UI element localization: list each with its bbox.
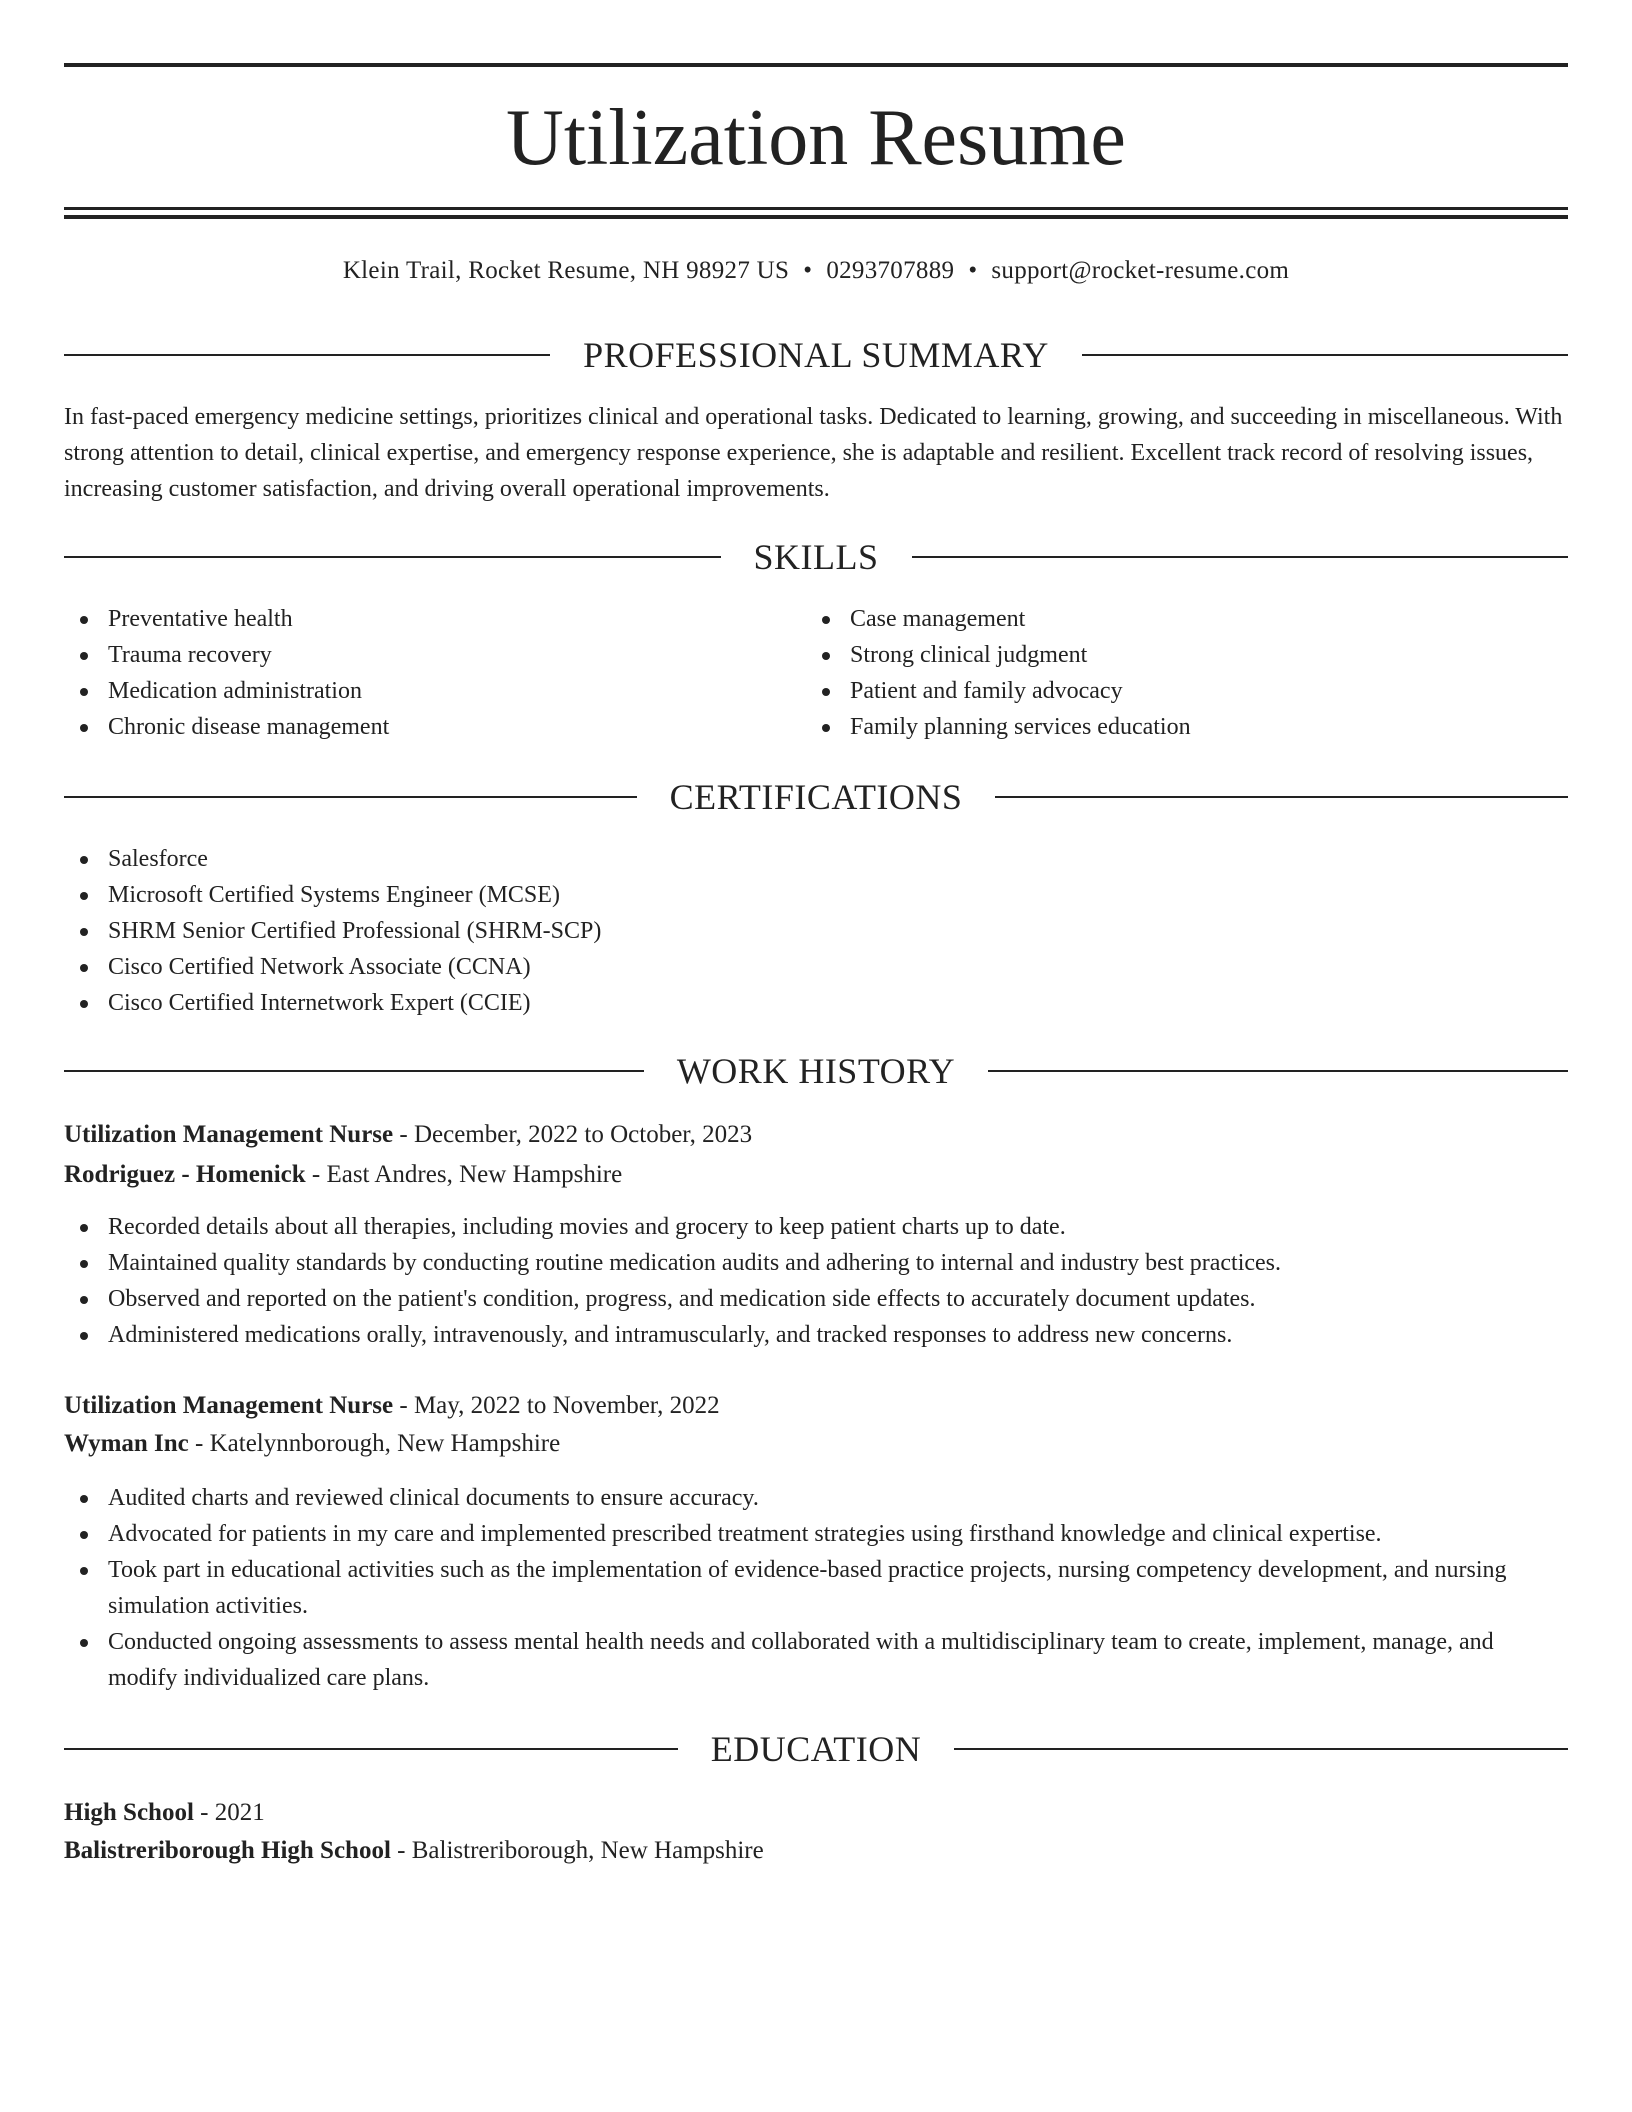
job-bullet: Conducted ongoing assessments to assess mental health needs and collaborated with a multidisciplinary team to create, implement, manage, and modify individualized care plans. xyxy=(64,1624,1568,1696)
job-location: - Katelynnborough, New Hampshire xyxy=(188,1430,561,1457)
work-history-heading-label: WORK HISTORY xyxy=(676,1051,956,1091)
skill-item: Trauma recovery xyxy=(64,637,804,673)
skill-item: Strong clinical judgment xyxy=(806,637,1546,673)
education-school-line xyxy=(64,1832,1568,1870)
job-bullet: Recorded details about all therapies, including movies and grocery to keep patient charts up to date. xyxy=(64,1209,1568,1245)
certification-item: Cisco Certified Internetwork Expert (CCIE) xyxy=(64,985,1568,1021)
heading-rule-right xyxy=(995,796,1568,798)
summary-heading xyxy=(64,333,1568,377)
certification-item: SHRM Senior Certified Professional (SHRM-SCP) xyxy=(64,913,1568,949)
job-location: - East Andres, New Hampshire xyxy=(305,1161,623,1188)
heading-rule-left xyxy=(64,556,721,558)
education-location: - Balistreriborough, New Hampshire xyxy=(390,1837,764,1864)
heading-rule-left xyxy=(64,1070,644,1072)
job-bullet: Audited charts and reviewed clinical documents to ensure accuracy. xyxy=(64,1480,1568,1516)
skill-item: Case management xyxy=(806,601,1546,637)
contact-address: Klein Trail, Rocket Resume, NH 98927 US xyxy=(342,257,790,284)
certifications-heading-label: CERTIFICATIONS xyxy=(669,777,963,817)
job-company: Wyman Inc xyxy=(64,1430,189,1457)
job-bullet: Observed and reported on the patient's condition, progress, and medication side effects to accurately document updates. xyxy=(64,1281,1568,1317)
job-dates: - May, 2022 to November, 2022 xyxy=(393,1392,720,1419)
skill-item: Family planning services education xyxy=(806,709,1546,745)
job-bullet: Administered medications orally, intravenously, and intramuscularly, and tracked responses to address new concerns. xyxy=(64,1317,1568,1353)
certifications-heading xyxy=(64,775,1568,819)
certifications-list xyxy=(64,841,1568,1021)
job-title: Utilization Management Nurse xyxy=(64,1121,394,1148)
title-rule-lower xyxy=(64,215,1568,219)
heading-rule-right xyxy=(988,1070,1568,1072)
education-year: - 2021 xyxy=(193,1799,265,1826)
job-company-line xyxy=(64,1425,1568,1463)
contact-separator: • xyxy=(968,257,978,284)
job-dates: - December, 2022 to October, 2023 xyxy=(393,1121,753,1148)
skills-heading xyxy=(64,535,1568,579)
work-history-heading xyxy=(64,1049,1568,1093)
job-title-line xyxy=(64,1116,1568,1154)
heading-rule-right xyxy=(1082,354,1568,356)
job-bullet: Advocated for patients in my care and implemented prescribed treatment strategies using firsthand knowledge and clinical expertise. xyxy=(64,1516,1568,1552)
skill-item: Preventative health xyxy=(64,601,804,637)
summary-heading-label: PROFESSIONAL SUMMARY xyxy=(583,335,1049,375)
job-bullet: Maintained quality standards by conducting routine medication audits and adhering to internal and industry best practices. xyxy=(64,1245,1568,1281)
resume-title: Utilization Resume xyxy=(506,94,1126,182)
skill-item: Medication administration xyxy=(64,673,804,709)
job-bullets xyxy=(64,1480,1568,1696)
title-rule-upper xyxy=(64,207,1568,210)
heading-rule-right xyxy=(954,1748,1568,1750)
top-rule xyxy=(64,63,1568,67)
skill-item: Chronic disease management xyxy=(64,709,804,745)
job-company: Rodriguez - Homenick xyxy=(64,1161,306,1188)
job-company-line xyxy=(64,1156,1568,1194)
skills-heading-label: SKILLS xyxy=(753,537,879,577)
heading-rule-right xyxy=(912,556,1569,558)
heading-rule-left xyxy=(64,796,637,798)
education-degree-line xyxy=(64,1794,1568,1832)
heading-rule-left xyxy=(64,1748,678,1750)
education-school: Balistreriborough High School xyxy=(64,1837,391,1864)
contact-separator: • xyxy=(803,257,813,284)
contact-line xyxy=(64,254,1568,288)
skill-item: Patient and family advocacy xyxy=(806,673,1546,709)
heading-rule-left xyxy=(64,354,550,356)
education-degree: High School xyxy=(64,1799,194,1826)
summary-text: In fast-paced emergency medicine settings, prioritizes clinical and operational tasks. Dedicated to learning, growing, and succeeding in miscellaneous. With strong attention to detail, clinical expertise, and emergency response experience, she is adaptable and resilient. Excellent track record of resolving issues, increasing customer satisfaction, and driving overall operational improvements. xyxy=(64,404,1563,502)
education-heading xyxy=(64,1727,1568,1771)
certification-item: Cisco Certified Network Associate (CCNA) xyxy=(64,949,1568,985)
education-heading-label: EDUCATION xyxy=(710,1729,922,1769)
contact-phone: 0293707889 xyxy=(826,257,955,284)
skills-list-left xyxy=(64,601,804,745)
certification-item: Microsoft Certified Systems Engineer (MCSE) xyxy=(64,877,1568,913)
contact-email: support@rocket-resume.com xyxy=(991,257,1290,284)
job-title-line xyxy=(64,1387,1568,1425)
job-bullets xyxy=(64,1209,1568,1353)
certification-item: Salesforce xyxy=(64,841,1568,877)
job-title: Utilization Management Nurse xyxy=(64,1392,394,1419)
skills-list-right xyxy=(806,601,1546,745)
job-bullet: Took part in educational activities such as the implementation of evidence-based practice projects, nursing competency development, and nursing simulation activities. xyxy=(64,1552,1568,1624)
